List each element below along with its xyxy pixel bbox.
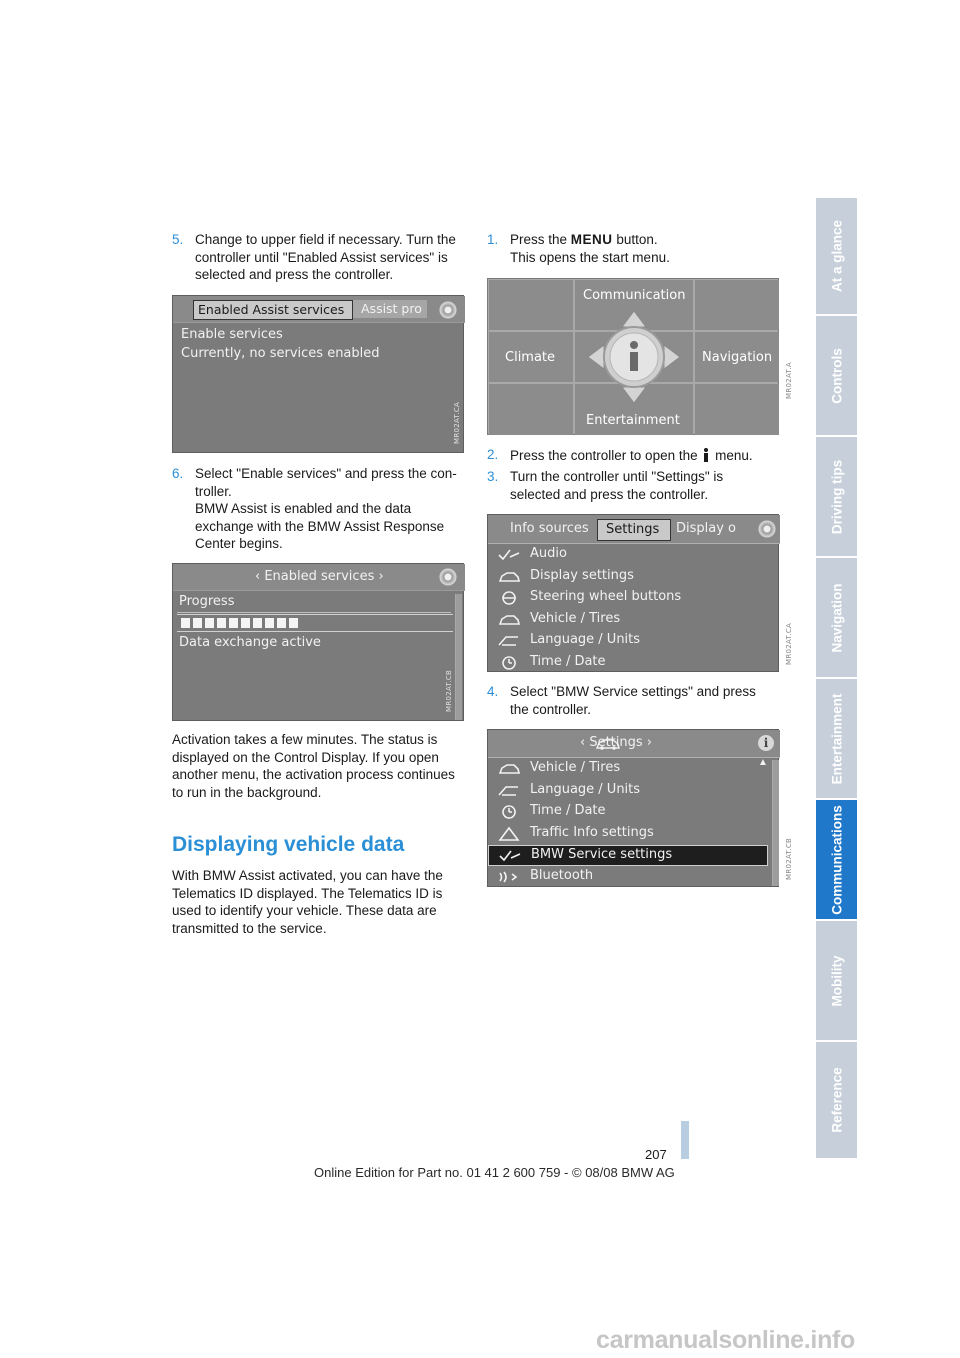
enable-services-item[interactable]: Enable services	[181, 327, 283, 342]
list-item-label: Language / Units	[530, 632, 641, 647]
tab-driving-tips[interactable]	[816, 437, 857, 558]
enabled-assist-services-screen	[172, 295, 464, 453]
list-item[interactable]	[488, 631, 768, 652]
menu-cell-topright	[695, 280, 779, 330]
list-item-label: Audio	[530, 546, 567, 561]
menu-cell-bottomleft	[489, 384, 573, 435]
settings-list	[488, 543, 780, 673]
paragraph-line: to run in the background.	[172, 784, 322, 800]
watermark: carmanualsonline.info	[596, 1326, 856, 1354]
paragraph-line: transmitted to the service.	[172, 920, 327, 936]
check-icon	[498, 548, 520, 562]
section-heading: Displaying vehicle data	[172, 833, 405, 856]
step-text	[195, 231, 456, 284]
list-item[interactable]	[488, 824, 768, 845]
step-2	[487, 446, 787, 466]
list-item-label: Time / Date	[530, 803, 606, 818]
image-code: MR02AT.CB	[445, 669, 453, 712]
step-line: This opens the start menu.	[510, 249, 670, 265]
vehicle-data-paragraph	[172, 867, 472, 937]
service-list	[488, 757, 780, 888]
progress-underline	[177, 612, 451, 613]
list-item-label: Bluetooth	[530, 867, 594, 883]
tab-label: Communications	[829, 804, 844, 915]
image-code: MR02AT.CA	[453, 401, 461, 444]
progress-segment	[253, 618, 262, 628]
step-text	[510, 446, 753, 465]
lang-icon	[498, 784, 520, 798]
tab-label: Driving tips	[829, 459, 844, 534]
menu-cell-topleft	[489, 280, 573, 330]
list-item-label: Time / Date	[530, 653, 606, 669]
status-line: Currently, no services enabled	[181, 346, 380, 361]
data-exchange-status: Data exchange active	[179, 635, 321, 650]
progress-segment	[289, 618, 298, 628]
list-item[interactable]	[488, 610, 768, 631]
edition-notice: Online Edition for Part no. 01 41 2 600 759 - © 08/08 BMW AG	[314, 1165, 675, 1180]
car-icon	[498, 570, 520, 584]
step-6	[172, 465, 472, 555]
menu-button-label: MENU	[570, 232, 613, 247]
step-line: Press the MENU button.	[510, 232, 658, 247]
screen-header: ‹ Enabled services ›	[255, 569, 384, 584]
step-number: 2.	[487, 447, 499, 462]
tab-mobility[interactable]	[816, 921, 857, 1042]
paragraph-line: used to identify your vehicle. These data are	[172, 903, 437, 918]
step-1	[487, 231, 787, 269]
step-number: 6.	[172, 466, 184, 481]
menu-cell-bottomright	[695, 384, 779, 435]
progress-segment	[217, 618, 226, 628]
paragraph-line: With BMW Assist activated, you can have the	[172, 868, 443, 883]
step-line: Turn the controller until "Settings" is	[510, 469, 724, 484]
settings-list-screen	[487, 729, 793, 887]
paragraph-line: displayed on the Control Display. If you open	[172, 749, 439, 765]
tab-navigation[interactable]	[816, 558, 857, 679]
step-line: Select "Enable services" and press the con-	[195, 466, 457, 481]
image-code: MR02AT.CB	[785, 837, 793, 880]
communication-label: Communication	[583, 288, 686, 303]
bt-icon	[498, 870, 520, 884]
lang-icon	[498, 634, 520, 648]
list-item-label: Steering wheel buttons	[530, 589, 682, 604]
step-line: exchange with the BMW Assist Response	[195, 518, 445, 534]
tab-enabled-assist-services[interactable]: Enabled Assist services	[193, 300, 353, 320]
page-number: 207	[645, 1147, 667, 1162]
step-line: selected and press the controller.	[510, 486, 709, 502]
enabled-services-screen	[172, 563, 464, 721]
progress-segment	[277, 618, 286, 628]
start-menu-screen	[487, 278, 793, 435]
step-3	[487, 468, 787, 506]
step-line: controller until "Enabled Assist services" is	[195, 249, 448, 265]
entertainment-label: Entertainment	[586, 413, 680, 428]
info-icon	[703, 448, 709, 462]
progress-segment	[205, 618, 214, 628]
step-line: Change to upper field if necessary. Turn the	[195, 232, 456, 247]
list-item-label: BMW Service settings	[531, 847, 673, 862]
progress-segments	[181, 618, 449, 628]
list-item-label: Language / Units	[530, 781, 641, 797]
step-5	[172, 231, 472, 287]
tab-label: Reference	[829, 1067, 844, 1133]
step-line: the controller.	[510, 701, 592, 717]
list-item[interactable]	[488, 588, 768, 609]
step-number: 5.	[172, 232, 184, 247]
car-icon	[498, 762, 520, 776]
tab-label: At a glance	[829, 219, 844, 293]
tab-label: Controls	[829, 347, 844, 404]
step-line: BMW Assist is enabled and the data	[195, 501, 412, 516]
step-line: Press the controller to open the menu.	[510, 448, 753, 463]
tab-controls[interactable]	[816, 316, 857, 437]
tab-entertainment[interactable]	[816, 679, 857, 800]
list-item-label: Display settings	[530, 567, 634, 583]
step-text	[510, 683, 756, 718]
tab-label: Navigation	[829, 582, 844, 653]
tab-label: Entertainment	[829, 693, 844, 784]
controller-direction-icon	[439, 568, 457, 586]
list-item[interactable]	[488, 802, 768, 823]
progress-bar	[177, 614, 453, 632]
scrollbar[interactable]	[772, 760, 779, 886]
list-item[interactable]	[488, 567, 768, 588]
settings-screen	[487, 514, 793, 672]
progress-segment	[193, 618, 202, 628]
controller-direction-icon	[439, 301, 457, 319]
clock-icon	[498, 656, 520, 670]
controller-direction-icon	[758, 520, 776, 538]
step-line: troller.	[195, 483, 232, 499]
scroll-up-arrow-icon[interactable]: ▲	[758, 757, 768, 768]
step-line: Center begins.	[195, 536, 283, 551]
progress-label: Progress	[179, 594, 235, 609]
list-item-label: Vehicle / Tires	[530, 610, 621, 626]
paragraph-line: Activation takes a few minutes. The status is	[172, 732, 438, 747]
paragraph-line: Telematics ID displayed. The Telematics ID is	[172, 885, 443, 901]
progress-segment	[265, 618, 274, 628]
car-icon	[498, 613, 520, 627]
tab-at-a-glance[interactable]	[816, 198, 857, 316]
step-text	[510, 231, 670, 266]
warn-icon	[498, 827, 520, 841]
tab-label: Mobility	[829, 955, 844, 1006]
image-code: MR02AT.A	[785, 362, 793, 399]
step-4	[487, 683, 787, 721]
page-marker-bar	[681, 1121, 689, 1159]
progress-segment	[241, 618, 250, 628]
step-number: 1.	[487, 232, 499, 247]
climate-label: Climate	[505, 350, 556, 365]
wheel-icon	[498, 591, 520, 605]
list-item-label: Vehicle / Tires	[530, 760, 621, 775]
list-item[interactable]	[488, 867, 768, 888]
step-number: 4.	[487, 684, 499, 699]
tab-assist-pro[interactable]: Assist pro	[353, 300, 427, 318]
image-code: MR02AT.CA	[785, 622, 793, 665]
list-item-label: Traffic Info settings	[530, 824, 654, 840]
progress-segment	[181, 618, 190, 628]
step-line: Select "BMW Service settings" and press	[510, 684, 756, 699]
list-item[interactable]	[488, 653, 768, 674]
paragraph-line: another menu, the activation process continues	[172, 767, 455, 782]
tab-settings[interactable]: Settings	[597, 519, 671, 541]
step-text	[195, 465, 457, 553]
tab-communications[interactable]	[816, 800, 857, 921]
step-number: 3.	[487, 469, 499, 484]
list-item[interactable]	[488, 545, 768, 566]
tab-reference[interactable]	[816, 1042, 857, 1160]
info-menu-icon[interactable]: i	[758, 735, 774, 751]
screen-header: ‹ Settings ›	[580, 735, 652, 750]
progress-segment	[229, 618, 238, 628]
check-icon	[499, 849, 521, 863]
tab-info-sources[interactable]: Info sources	[510, 521, 589, 536]
tab-display-options[interactable]: Display o	[676, 521, 737, 536]
navigation-label: Navigation	[702, 350, 773, 365]
step-text	[510, 468, 723, 503]
list-item[interactable]	[488, 759, 768, 780]
controller-info-icon[interactable]	[586, 309, 682, 405]
list-item[interactable]	[488, 845, 768, 866]
list-item[interactable]	[488, 781, 768, 802]
step-line: selected and press the controller.	[195, 267, 394, 282]
activation-paragraph	[172, 731, 472, 801]
scrollbar[interactable]	[455, 594, 462, 720]
clock-icon	[498, 805, 520, 819]
